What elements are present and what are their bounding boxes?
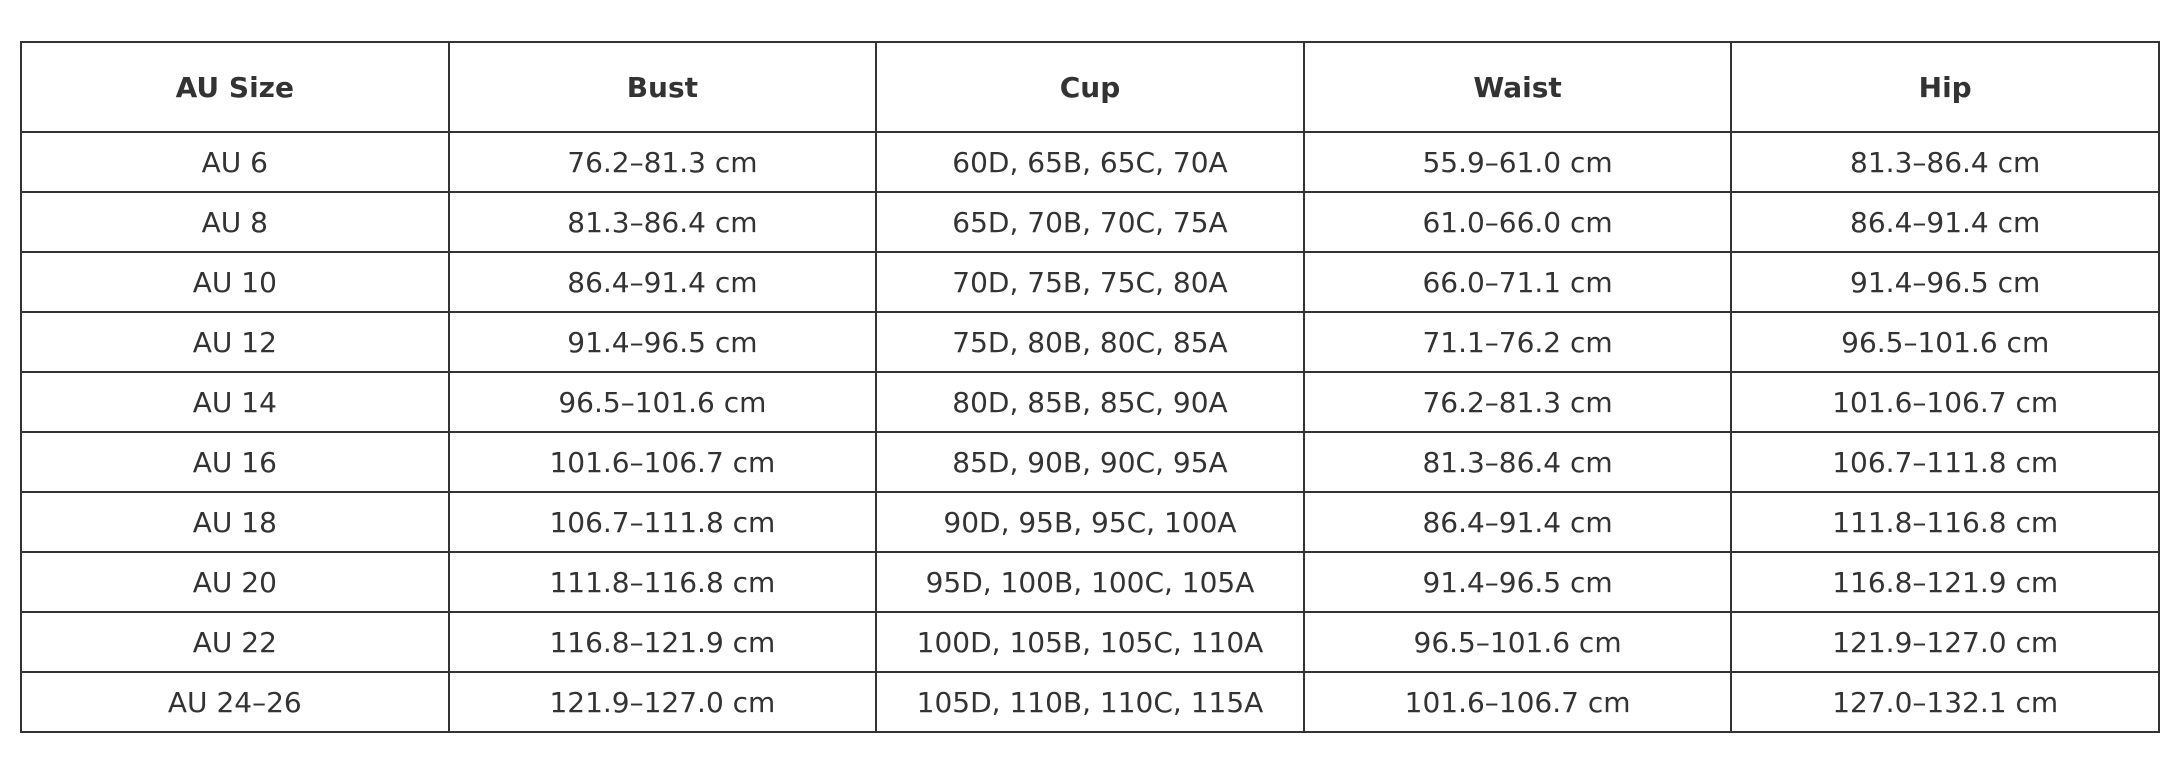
cell-waist: 91.4–96.5 cm bbox=[1304, 552, 1732, 612]
table-row bbox=[21, 372, 2159, 432]
cell-au-size: AU 14 bbox=[21, 372, 449, 432]
cell-waist: 81.3–86.4 cm bbox=[1304, 432, 1732, 492]
cell-hip: 91.4–96.5 cm bbox=[1731, 252, 2159, 312]
cell-bust: 116.8–121.9 cm bbox=[449, 612, 877, 672]
cell-hip: 111.8–116.8 cm bbox=[1731, 492, 2159, 552]
cell-bust: 101.6–106.7 cm bbox=[449, 432, 877, 492]
table-row bbox=[21, 672, 2159, 732]
cell-au-size: AU 8 bbox=[21, 192, 449, 252]
table-row bbox=[21, 132, 2159, 192]
cell-bust: 86.4–91.4 cm bbox=[449, 252, 877, 312]
cell-bust: 106.7–111.8 cm bbox=[449, 492, 877, 552]
table-row bbox=[21, 252, 2159, 312]
cell-bust: 121.9–127.0 cm bbox=[449, 672, 877, 732]
header-row bbox=[21, 42, 2159, 132]
cell-waist: 61.0–66.0 cm bbox=[1304, 192, 1732, 252]
cell-cup: 65D, 70B, 70C, 75A bbox=[876, 192, 1304, 252]
cell-waist: 66.0–71.1 cm bbox=[1304, 252, 1732, 312]
cell-cup: 70D, 75B, 75C, 80A bbox=[876, 252, 1304, 312]
cell-bust: 111.8–116.8 cm bbox=[449, 552, 877, 612]
table-row bbox=[21, 492, 2159, 552]
header-bust: Bust bbox=[449, 42, 877, 132]
table-row bbox=[21, 192, 2159, 252]
cell-hip: 116.8–121.9 cm bbox=[1731, 552, 2159, 612]
cell-hip: 86.4–91.4 cm bbox=[1731, 192, 2159, 252]
table-row bbox=[21, 432, 2159, 492]
cell-bust: 81.3–86.4 cm bbox=[449, 192, 877, 252]
cell-au-size: AU 6 bbox=[21, 132, 449, 192]
cell-waist: 101.6–106.7 cm bbox=[1304, 672, 1732, 732]
cell-waist: 55.9–61.0 cm bbox=[1304, 132, 1732, 192]
cell-cup: 95D, 100B, 100C, 105A bbox=[876, 552, 1304, 612]
header-au-size: AU Size bbox=[21, 42, 449, 132]
cell-hip: 121.9–127.0 cm bbox=[1731, 612, 2159, 672]
header-cup: Cup bbox=[876, 42, 1304, 132]
cell-hip: 101.6–106.7 cm bbox=[1731, 372, 2159, 432]
table-row bbox=[21, 312, 2159, 372]
cell-au-size: AU 16 bbox=[21, 432, 449, 492]
cell-au-size: AU 12 bbox=[21, 312, 449, 372]
cell-waist: 86.4–91.4 cm bbox=[1304, 492, 1732, 552]
cell-cup: 80D, 85B, 85C, 90A bbox=[876, 372, 1304, 432]
cell-au-size: AU 20 bbox=[21, 552, 449, 612]
header-waist: Waist bbox=[1304, 42, 1732, 132]
cell-bust: 96.5–101.6 cm bbox=[449, 372, 877, 432]
cell-cup: 100D, 105B, 105C, 110A bbox=[876, 612, 1304, 672]
cell-bust: 91.4–96.5 cm bbox=[449, 312, 877, 372]
cell-au-size: AU 10 bbox=[21, 252, 449, 312]
cell-waist: 76.2–81.3 cm bbox=[1304, 372, 1732, 432]
cell-cup: 90D, 95B, 95C, 100A bbox=[876, 492, 1304, 552]
table-row bbox=[21, 612, 2159, 672]
cell-hip: 96.5–101.6 cm bbox=[1731, 312, 2159, 372]
cell-cup: 75D, 80B, 80C, 85A bbox=[876, 312, 1304, 372]
table-body bbox=[21, 132, 2159, 732]
cell-hip: 106.7–111.8 cm bbox=[1731, 432, 2159, 492]
cell-cup: 105D, 110B, 110C, 115A bbox=[876, 672, 1304, 732]
cell-hip: 81.3–86.4 cm bbox=[1731, 132, 2159, 192]
cell-waist: 96.5–101.6 cm bbox=[1304, 612, 1732, 672]
size-chart-table bbox=[20, 41, 2160, 733]
table-row bbox=[21, 552, 2159, 612]
table-header bbox=[21, 42, 2159, 132]
cell-cup: 85D, 90B, 90C, 95A bbox=[876, 432, 1304, 492]
cell-waist: 71.1–76.2 cm bbox=[1304, 312, 1732, 372]
cell-au-size: AU 24–26 bbox=[21, 672, 449, 732]
cell-au-size: AU 22 bbox=[21, 612, 449, 672]
cell-cup: 60D, 65B, 65C, 70A bbox=[876, 132, 1304, 192]
cell-au-size: AU 18 bbox=[21, 492, 449, 552]
header-hip: Hip bbox=[1731, 42, 2159, 132]
cell-bust: 76.2–81.3 cm bbox=[449, 132, 877, 192]
cell-hip: 127.0–132.1 cm bbox=[1731, 672, 2159, 732]
